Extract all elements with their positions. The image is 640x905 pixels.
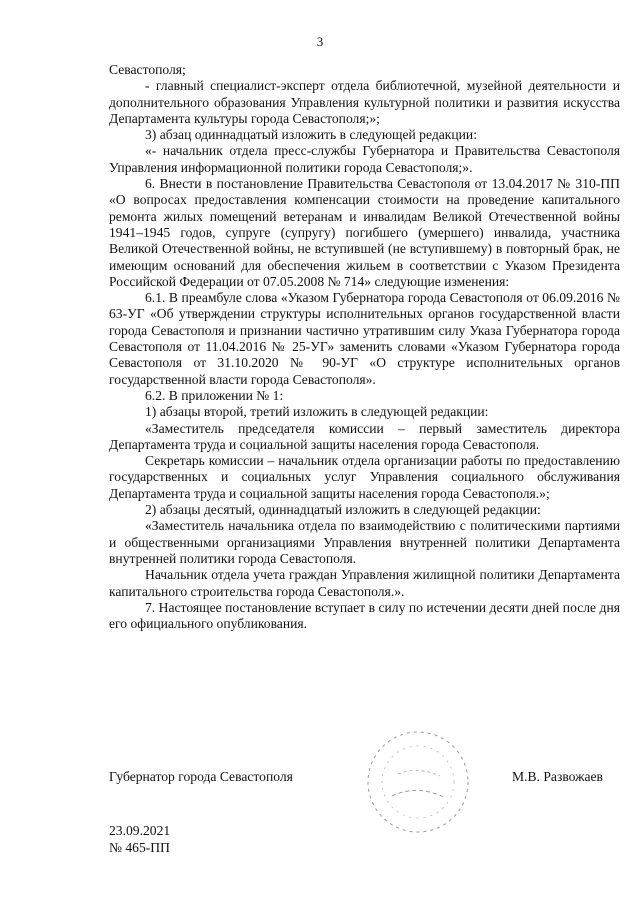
- official-stamp: [362, 726, 474, 838]
- document-body: [109, 62, 620, 632]
- paragraph: «Заместитель начальника отдела по взаимодействию с политическими партиями и общественными организациями Управления внутренней политики Департамента внутренней политики города Севастополя.: [109, 518, 620, 566]
- paragraph: 6.2. В приложении № 1:: [145, 387, 284, 403]
- signatory-position: Губернатор города Севастополя: [109, 769, 293, 784]
- paragraph: - главный специалист-эксперт отдела библиотечной, музейной деятельности и дополнительного образования Управления культурной политики и развития искусства Департамента культуры города Севастополя;»;: [109, 78, 620, 126]
- paragraph: 2) абзацы десятый, одиннадцатый изложить в следующей редакции:: [145, 502, 541, 518]
- paragraph: 7. Настоящее постановление вступает в силу по истечении десяти дней после дня его официального опубликования.: [109, 599, 620, 632]
- document-footer: [109, 822, 170, 856]
- paragraph: 3) абзац одиннадцатый изложить в следующей редакции:: [145, 127, 477, 143]
- page-number: 3: [316, 34, 324, 49]
- paragraph: 6.1. В преамбуле слова «Указом Губернатора города Севастополя от 06.09.2016 № 63-УГ «Об утверждении структуры исполнительных органов государственной власти города Севастополя и признании частично утратившим силу Указа Губернатора города Севастополя от 11.04.2016 № 25-УГ» заменить словами «Указом Губернатора города Севастополя от 31.10.2020 № 90-УГ «О структуре исполнительных органов государственной власти города Севастополя».: [109, 290, 620, 387]
- paragraph: 1) абзацы второй, третий изложить в следующей редакции:: [145, 404, 489, 420]
- paragraph: Севастополя;: [109, 62, 186, 77]
- document-date: 23.09.2021: [109, 823, 171, 838]
- paragraph: Секретарь комиссии – начальник отдела организации работы по предоставлению государственных и социальных услуг Управления социального обслуживания Департамента труда и социальной защиты населения города Севастополя.»;: [109, 453, 620, 501]
- paragraph: «- начальник отдела пресс-службы Губернатора и Правительства Севастополя Управления информационной политики города Севастополя;».: [109, 143, 620, 175]
- document-number: № 465-ПП: [109, 840, 170, 855]
- paragraph: 6. Внести в постановление Правительства Севастополя от 13.04.2017 № 310-ПП «О вопросах предоставления компенсации стоимости на проведение капитального ремонта жилых помещений ветеранам и инвалидам Великой Отечественной войны 1941–1945 годов, супруге (супругу) погибшего (умершего) инвалида, участника Великой Отечественной войны, не вступившей (не вступившему) в повторный брак, не имеющим оснований для обеспечения жильем в соответствии с Указом Президента Российской Федерации от 07.05.2008 № 714» следующие изменения:: [109, 176, 620, 289]
- paragraph: «Заместитель председателя комиссии – первый заместитель директора Департамента труда и социальной защиты населения города Севастополя.: [109, 420, 620, 452]
- paragraph: Начальник отдела учета граждан Управления жилищной политики Департамента капитального строительства города Севастополя.».: [109, 567, 620, 599]
- signatory-name: М.В. Развожаев: [512, 769, 603, 784]
